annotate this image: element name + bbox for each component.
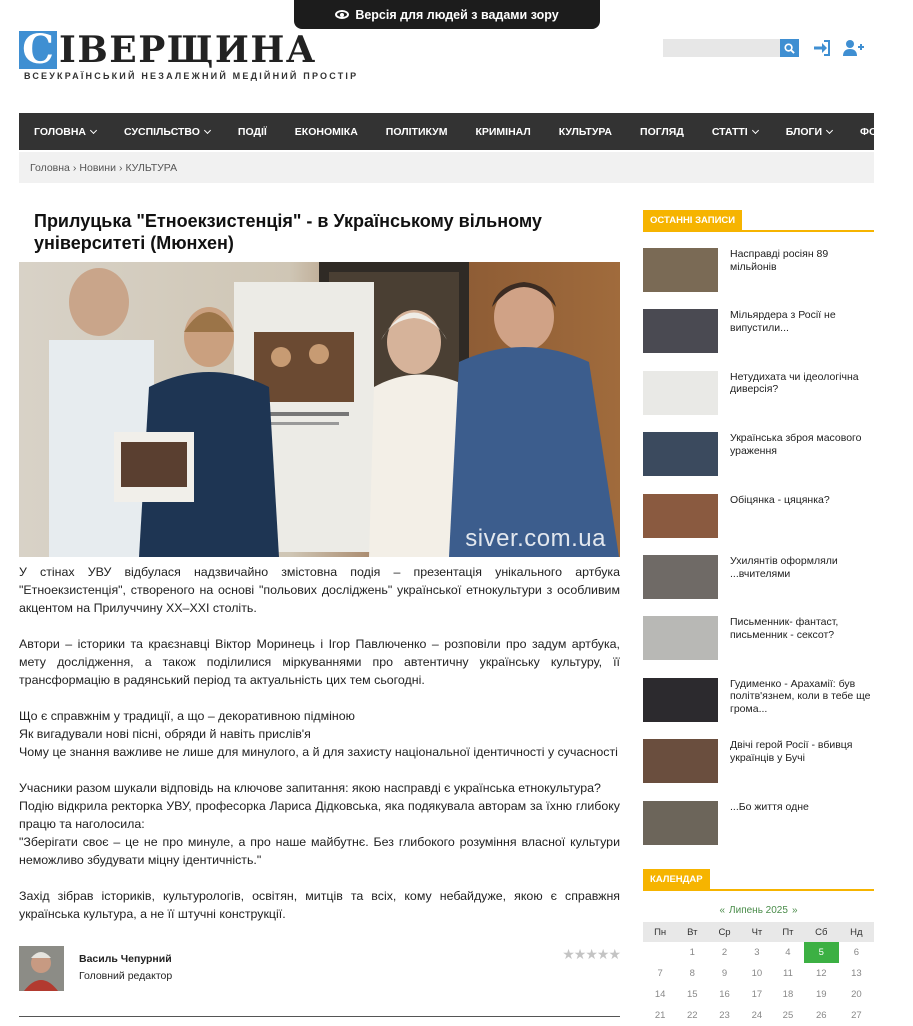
nav-item-10[interactable] [846,113,913,150]
nav-item-label: СТАТТІ [711,125,748,138]
nav-item-label: ЕКОНОМІКА [294,125,358,138]
calendar-month-label: Липень 2025 [729,905,788,916]
article-paragraph: У стінах УВУ відбулася надзвичайно змістовна подія – презентація унікального артбука "Етноекзистенція", створеного на основі "польових досліджень" української етнокультури з особливим акцентом на Прилуччину XX–XXI століть. [19,565,620,615]
recent-post-item[interactable] [643,678,874,726]
rating-stars[interactable] [562,946,620,963]
nav-item-7[interactable] [626,113,698,150]
calendar-day[interactable]: 6 [853,947,860,958]
author-avatar[interactable] [19,946,64,991]
main-navigation [19,113,900,150]
sidebar [643,210,874,232]
calendar-weekday: Ср [707,922,741,942]
article-photo-image [19,262,620,557]
recent-post-item[interactable] [643,494,874,542]
chevron-down-icon [826,126,833,133]
calendar-day[interactable]: 13 [851,968,862,979]
nav-item-3[interactable] [281,113,372,150]
star-icon[interactable]: ★ [562,946,574,962]
calendar-day[interactable]: 24 [751,1010,763,1021]
nav-item-1[interactable] [110,113,224,150]
author-name[interactable]: Василь Чепурний [79,953,172,965]
site-logo[interactable] [19,26,359,89]
article-paragraph: Захід зібрав істориків, культурологів, освітян, митців та всіх, кому небайдуже, якою є справжня українська культура, а не її штучні конструкції. [19,889,620,921]
search-button[interactable] [780,39,799,57]
calendar-table [643,922,874,1026]
calendar-day[interactable]: 3 [754,947,760,958]
accessibility-version-button[interactable] [294,0,600,29]
nav-item-6[interactable] [545,113,626,150]
chevron-down-icon [752,126,759,133]
logo-tagline: ВСЕУКРАЇНСЬКИЙ НЕЗАЛЕЖНИЙ МЕДІЙНИЙ ПРОСТІР [24,71,359,81]
search-icon [784,43,795,54]
nav-item-8[interactable] [698,113,772,150]
recent-post-thumbnail[interactable] [643,248,718,292]
article-paragraph: Автори – історики та краєзнавці Віктор Моринець і Ігор Павлюченко – розповіли про задум артбука, мету дослідження, а також поділилися міркуваннями про автентичну українську культуру, її трансформацію в радянський період та актуальність цих тем сьогодні. [19,637,620,687]
nav-item-4[interactable] [372,113,462,150]
nav-item-label: КРИМІНАЛ [475,125,531,138]
nav-item-label: ФОРУМ [860,125,900,138]
recent-post-thumbnail[interactable] [643,678,718,722]
nav-item-9[interactable] [772,113,846,150]
calendar-day[interactable]: 11 [783,968,793,979]
calendar-day[interactable]: 21 [654,1010,666,1021]
search-input[interactable] [663,39,780,57]
nav-item-label: ПОГЛЯД [640,125,684,138]
recent-post-item[interactable] [643,371,874,419]
author-role: Головний редактор [79,970,173,982]
accessibility-label: Версія для людей з вадами зору [355,7,559,22]
calendar-day[interactable]: 18 [782,989,794,1000]
logo-letter: С [19,31,57,69]
calendar-day[interactable]: 22 [686,1010,698,1021]
nav-item-5[interactable] [461,113,544,150]
chevron-down-icon [204,126,211,133]
calendar-day[interactable]: 8 [689,968,695,979]
recent-post-item[interactable] [643,248,874,296]
calendar-day[interactable]: 5 [804,942,839,963]
article-paragraph: Що є справжнім у традиції, а що – декоративною підміною Як вигадували нові пісні, обряди й навіть прислів'я Чому це знання важливе не лише для минулого, а й для захисту національної ідентичності у сучасності [19,709,618,759]
recent-post-title[interactable]: Гудименко - Арахамії: був політв'язнем, коли в тебе ще грома... [730,677,871,715]
calendar-day[interactable]: 15 [686,989,698,1000]
calendar-weekday: Чт [742,922,772,942]
nav-item-0[interactable] [19,113,110,150]
calendar-widget [643,869,874,1026]
star-icon[interactable]: ★ [596,946,609,962]
calendar-day[interactable]: 17 [751,989,763,1000]
content-divider [19,1016,620,1017]
recent-post-thumbnail[interactable] [643,555,718,599]
nav-item-label: ГОЛОВНА [34,125,87,138]
recent-post-thumbnail[interactable] [643,801,718,845]
calendar-weekday: Пн [643,922,677,942]
recent-post-thumbnail[interactable] [643,739,718,783]
recent-post-thumbnail[interactable] [643,432,718,476]
recent-post-title[interactable]: Ухилянтів оформляли ...вчителями [730,555,838,580]
nav-item-label: ПОДІЇ [237,125,267,138]
article-body [19,563,620,941]
recent-post-item[interactable] [643,801,874,849]
calendar-day[interactable]: 12 [815,968,827,979]
calendar-day[interactable]: 10 [751,968,763,979]
calendar-weekday: Вт [677,922,707,942]
recent-post-thumbnail[interactable] [643,494,718,538]
calendar-month-nav [643,905,874,916]
recent-post-title[interactable]: Двічі герой Росії - вбивця українців у Бучі [730,739,853,764]
recent-post-thumbnail[interactable] [643,309,718,353]
calendar-day[interactable]: 26 [815,1010,827,1021]
register-button[interactable] [843,38,865,58]
calendar-day[interactable]: 7 [657,968,663,979]
recent-post-title[interactable]: Письменник- фантаст, письменник - сексот? [730,616,839,641]
nav-item-label: КУЛЬТУРА [558,125,613,138]
recent-post-title[interactable]: ...Бо життя одне [730,800,809,813]
nav-item-2[interactable] [224,113,281,150]
recent-post-title[interactable]: Насправді росіян 89 мільйонів [730,248,829,273]
calendar-weekday: Пт [772,922,804,942]
recent-post-item[interactable] [643,616,874,664]
recent-post-title[interactable]: Нетудихата чи ідеологічна диверсія? [730,370,859,396]
calendar-day[interactable]: 4 [785,947,791,958]
login-button[interactable] [811,38,833,58]
calendar-day[interactable]: 16 [719,989,730,1000]
recent-post-thumbnail[interactable] [643,616,718,660]
recent-post-thumbnail[interactable] [643,371,718,415]
add-user-icon [843,39,865,57]
calendar-day[interactable]: 27 [851,1010,862,1021]
star-icon[interactable]: ★ [573,946,586,962]
recent-post-item[interactable] [643,555,874,603]
breadcrumb-item: КУЛЬТУРА [125,161,178,174]
calendar-day[interactable]: 25 [782,1010,794,1021]
breadcrumb [19,152,874,183]
calendar-day[interactable]: 23 [719,1010,730,1021]
recent-post-item[interactable] [643,432,874,480]
author-box [19,946,620,996]
breadcrumb-separator: › [72,161,77,174]
article-title: Прилуцька "Етноекзистенція" - в Українському вільному університеті (Мюнхен) [34,211,542,253]
calendar-day[interactable]: 14 [654,989,666,1000]
star-icon[interactable]: ★ [585,946,597,962]
photo-watermark: siver.com.ua [465,525,606,552]
recent-post-item[interactable] [643,309,874,357]
breadcrumb-item[interactable]: Головна [30,161,70,174]
recent-posts-heading-label: ОСТАННІ ЗАПИСИ [643,210,742,232]
chevron-down-icon [90,126,97,133]
eye-icon [335,10,349,19]
calendar-day[interactable]: 2 [721,947,728,958]
nav-item-label: ПОЛІТИКУМ [385,125,448,138]
calendar-day[interactable]: 20 [851,989,862,1000]
breadcrumb-item[interactable]: Новини [79,161,116,174]
recent-post-title[interactable]: Обіцянка - цяцянка? [730,493,830,506]
calendar-weekday: Сб [804,922,839,942]
logo-name: ІВЕРЩИНА [59,29,317,71]
calendar-weekday: Нд [839,922,874,942]
recent-post-item[interactable] [643,739,874,787]
recent-post-title[interactable]: Мільярдера з Росії не випустили... [730,309,836,334]
calendar-prev-link[interactable]: « [719,905,726,916]
calendar-day[interactable]: 9 [721,968,728,979]
nav-item-label: СУСПІЛЬСТВО [124,125,200,138]
calendar-day[interactable]: 1 [689,947,695,958]
article-photo[interactable] [19,262,620,557]
breadcrumb-separator: › [118,161,123,174]
calendar-day [643,942,677,963]
calendar-heading-label: КАЛЕНДАР [643,869,710,891]
nav-item-label: БЛОГИ [785,125,823,138]
star-icon[interactable]: ★ [608,946,620,962]
author-avatar-image [19,946,64,991]
recent-post-title[interactable]: Українська зброя масового ураження [730,432,862,457]
login-icon [813,40,831,56]
article-paragraph: Учасники разом шукали відповідь на ключове запитання: якою насправді є українська етнокультура? Подію відкрила ректорка УВУ, професорка Лариса Дідковська, яка подякувала авторам за їхню глибоку працю та наголосила: "Зберігати своє – це не про минуле, а про наше майбутнє. Без глибокого розуміння власної культури неможливо збудувати міцну ідентичність." [19,781,620,867]
calendar-heading [643,869,874,891]
calendar-day[interactable]: 19 [815,989,827,1000]
recent-posts-heading [643,210,874,232]
calendar-next-link[interactable]: » [791,905,798,916]
